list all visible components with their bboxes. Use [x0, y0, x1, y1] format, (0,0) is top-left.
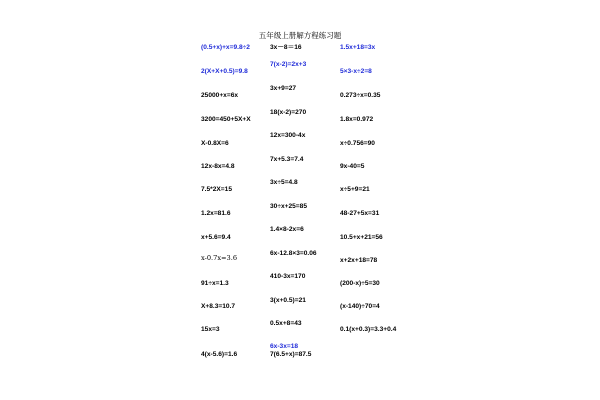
- equation-c3-10: x+2x+18=78: [340, 257, 378, 264]
- equation-c1-2: 2(X+X+0.5)=9.8: [201, 68, 248, 75]
- equation-c1-14: 4(x-5.6)=1.6: [201, 351, 238, 358]
- equation-c3-2: 5×3-x÷2=8: [340, 68, 372, 75]
- equation-c3-5: x÷0.756=90: [340, 140, 375, 147]
- equation-c2-11: 410-3x=170: [270, 273, 306, 280]
- equation-c2-8: 30÷x+25=85: [270, 203, 307, 210]
- equation-c2-5: 12x=300-4x: [270, 132, 306, 139]
- equation-c2-15: 7(6.5+x)=87.5: [270, 351, 312, 358]
- equation-c2-1: 3x－8＝16: [270, 44, 302, 51]
- equation-c1-10: x-0.7x=3.6: [201, 254, 238, 262]
- equation-c1-5: X-0.8X=6: [201, 140, 229, 147]
- equation-c2-14: 6x-3x=18: [270, 343, 299, 350]
- equation-c3-8: 48-27+5x=31: [340, 210, 380, 217]
- equation-c1-13: 15x=3: [201, 326, 220, 333]
- equation-c2-4: 18(x-2)=270: [270, 109, 307, 116]
- equation-c1-12: X+8.3=10.7: [201, 303, 236, 310]
- equation-c2-10: 6x-12.8×3=0.06: [270, 250, 317, 257]
- page-title: 五年级上册解方程练习题: [258, 31, 342, 40]
- equation-c1-8: 1.2x=81.6: [201, 210, 231, 217]
- equation-c3-13: 0.1(x+0.3)=3.3+0.4: [340, 326, 397, 333]
- equation-c2-7: 3x÷5=4.8: [270, 179, 298, 186]
- equation-c1-3: 25000+x=6x: [201, 92, 239, 99]
- equation-c2-3: 3x+9=27: [270, 85, 297, 92]
- equation-c2-13: 0.5x+8=43: [270, 320, 302, 327]
- equation-c2-2: 7(x-2)=2x+3: [270, 61, 307, 68]
- equation-c1-9: x+5.6=9.4: [201, 234, 231, 241]
- equation-c3-4: 1.8x=0.972: [340, 116, 374, 123]
- equation-c1-7: 7.5*2X=15: [201, 186, 232, 193]
- equation-c1-4: 3200=450+5X+X: [201, 116, 251, 123]
- equation-c2-12: 3(x+0.5)=21: [270, 297, 306, 304]
- equation-c3-11: (200-x)÷5=30: [340, 280, 380, 287]
- equation-c1-6: 12x-8x=4.8: [201, 163, 235, 170]
- equation-c3-3: 0.273÷x=0.35: [340, 92, 381, 99]
- equation-c1-1: (0.5+x)+x=9.8÷2: [201, 44, 250, 51]
- equation-c3-12: (x-140)÷70=4: [340, 303, 380, 310]
- equation-c2-6: 7x+5.3=7.4: [270, 156, 304, 163]
- equation-c3-1: 1.5x+18=3x: [340, 44, 376, 51]
- equation-c3-6: 9x-40=5: [340, 163, 365, 170]
- equation-c1-11: 91÷x=1.3: [201, 280, 229, 287]
- equation-c3-9: 10.5+x+21=56: [340, 234, 383, 241]
- equation-c3-7: x÷5+9=21: [340, 186, 370, 193]
- equation-c2-9: 1.4×8-2x=6: [270, 226, 304, 233]
